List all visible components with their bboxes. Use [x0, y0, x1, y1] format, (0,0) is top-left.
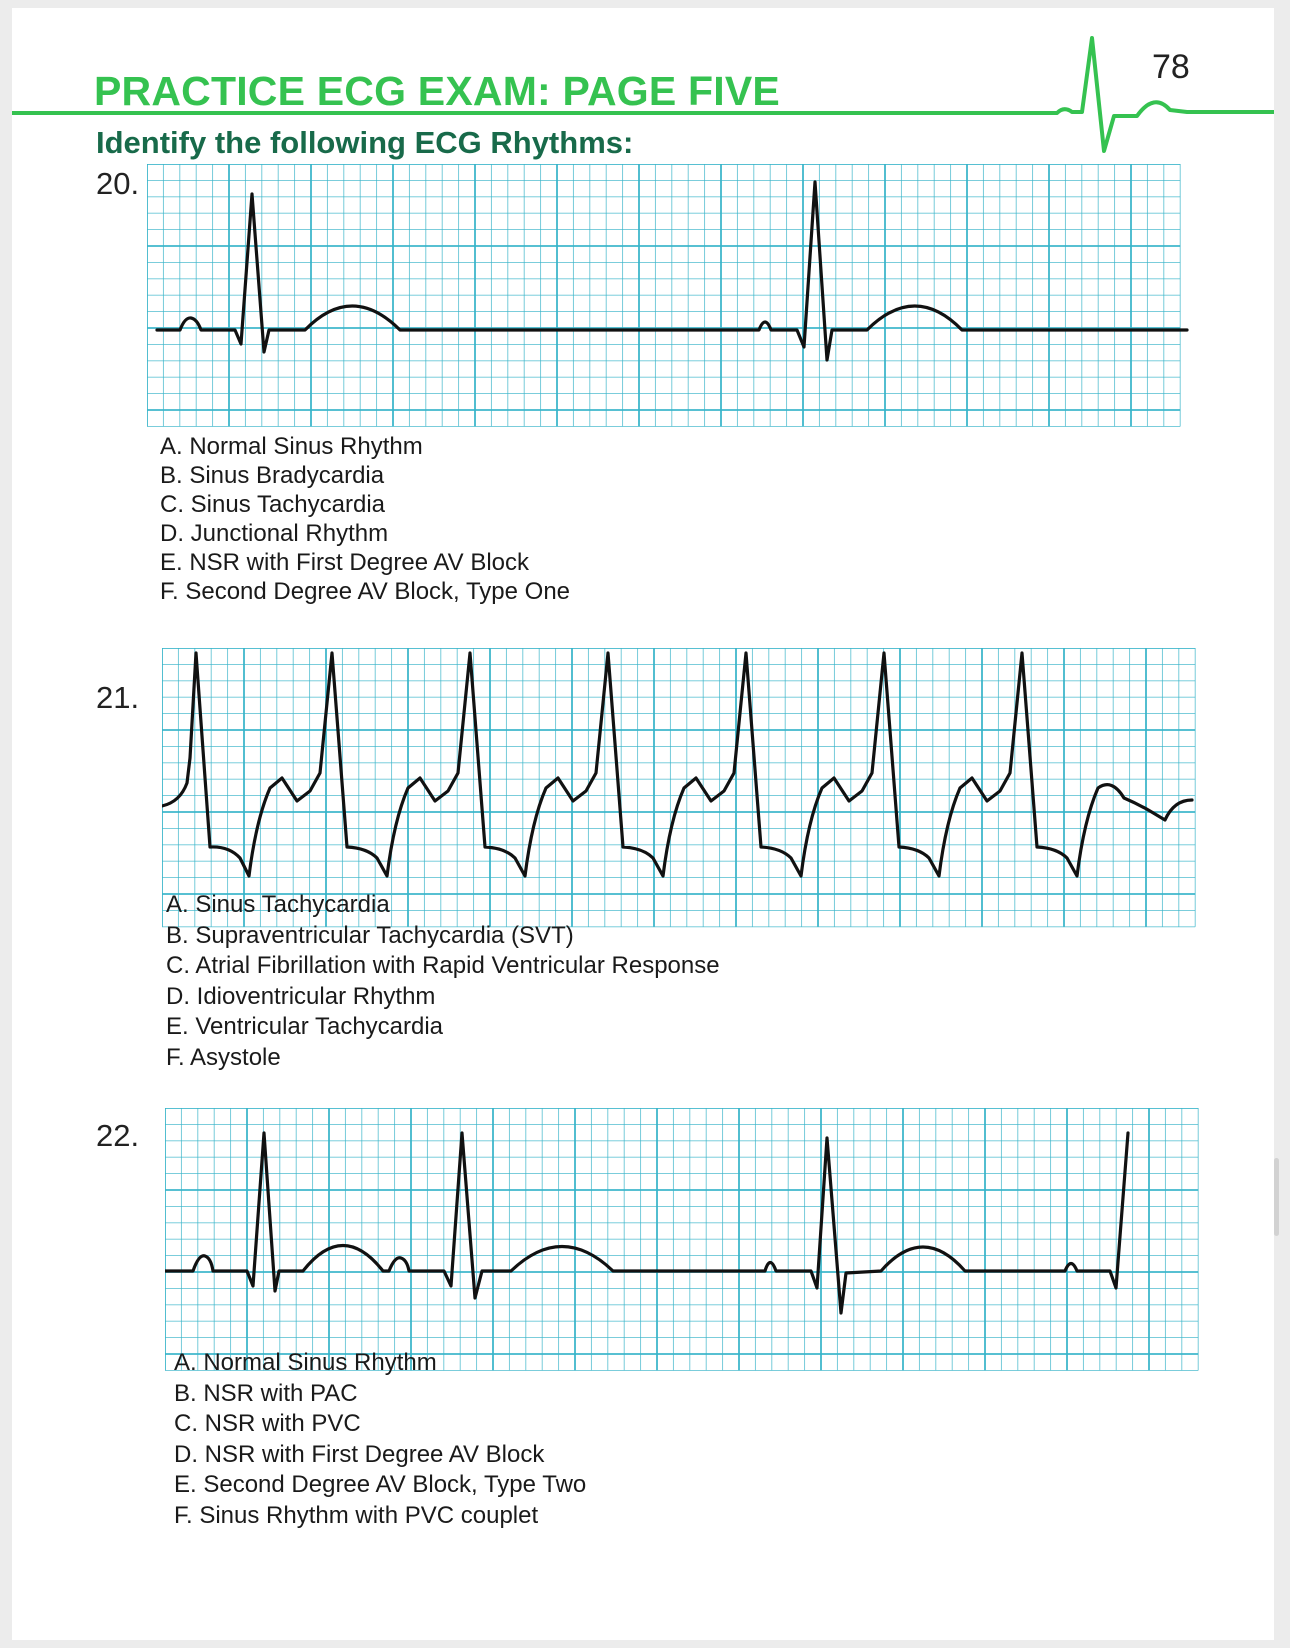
- option-20-b[interactable]: B. Sinus Bradycardia: [160, 462, 385, 489]
- option-21-a[interactable]: A. Sinus Tachycardia: [166, 891, 390, 918]
- option-20-d[interactable]: D. Junctional Rhythm: [160, 520, 389, 547]
- ecg-strip-20: [147, 164, 1195, 434]
- option-20-e[interactable]: E. NSR with First Degree AV Block: [160, 549, 529, 576]
- option-21-e[interactable]: E. Ventricular Tachycardia: [166, 1013, 444, 1041]
- option-20-a[interactable]: A. Normal Sinus Rhythm: [160, 433, 423, 460]
- options-21: [166, 890, 720, 1074]
- option-22-b[interactable]: B. NSR with PAC: [174, 1379, 358, 1407]
- ecg-strip-22: [165, 1108, 1205, 1373]
- options-22: [174, 1348, 586, 1532]
- option-21-d[interactable]: D. Idioventricular Rhythm: [166, 982, 436, 1010]
- question-number-20: 20.: [96, 166, 140, 201]
- option-21-b[interactable]: B. Supraventricular Tachycardia (SVT): [166, 921, 574, 949]
- ecg-grid: [147, 164, 1180, 426]
- page-subtitle: Identify the following ECG Rhythms:: [96, 125, 634, 160]
- option-22-f[interactable]: F. Sinus Rhythm with PVC couplet: [174, 1501, 539, 1529]
- ecg-trace: [162, 653, 1192, 876]
- page-title: PRACTICE ECG EXAM: PAGE FIVE: [94, 68, 780, 114]
- option-22-d[interactable]: D. NSR with First Degree AV Block: [174, 1440, 545, 1468]
- scrollbar[interactable]: [1274, 1158, 1279, 1236]
- options-20: [160, 432, 570, 606]
- option-22-c[interactable]: C. NSR with PVC: [174, 1410, 361, 1438]
- page-number: 78: [1152, 48, 1190, 86]
- option-21-f[interactable]: F. Asystole: [166, 1043, 281, 1071]
- option-20-c[interactable]: C. Sinus Tachycardia: [160, 491, 385, 518]
- document-page: [12, 8, 1274, 1640]
- ecg-strip-21: [162, 648, 1198, 928]
- option-21-c[interactable]: C. Atrial Fibrillation with Rapid Ventricular Response: [166, 952, 720, 980]
- question-number-21: 21.: [96, 680, 140, 715]
- ecg-grid: [162, 648, 1195, 927]
- option-22-e[interactable]: E. Second Degree AV Block, Type Two: [174, 1471, 587, 1499]
- option-20-f[interactable]: F. Second Degree AV Block, Type One: [160, 578, 571, 605]
- ecg-grid: [165, 1108, 1198, 1370]
- option-22-a[interactable]: A. Normal Sinus Rhythm: [174, 1349, 437, 1376]
- question-number-22: 22.: [96, 1118, 140, 1153]
